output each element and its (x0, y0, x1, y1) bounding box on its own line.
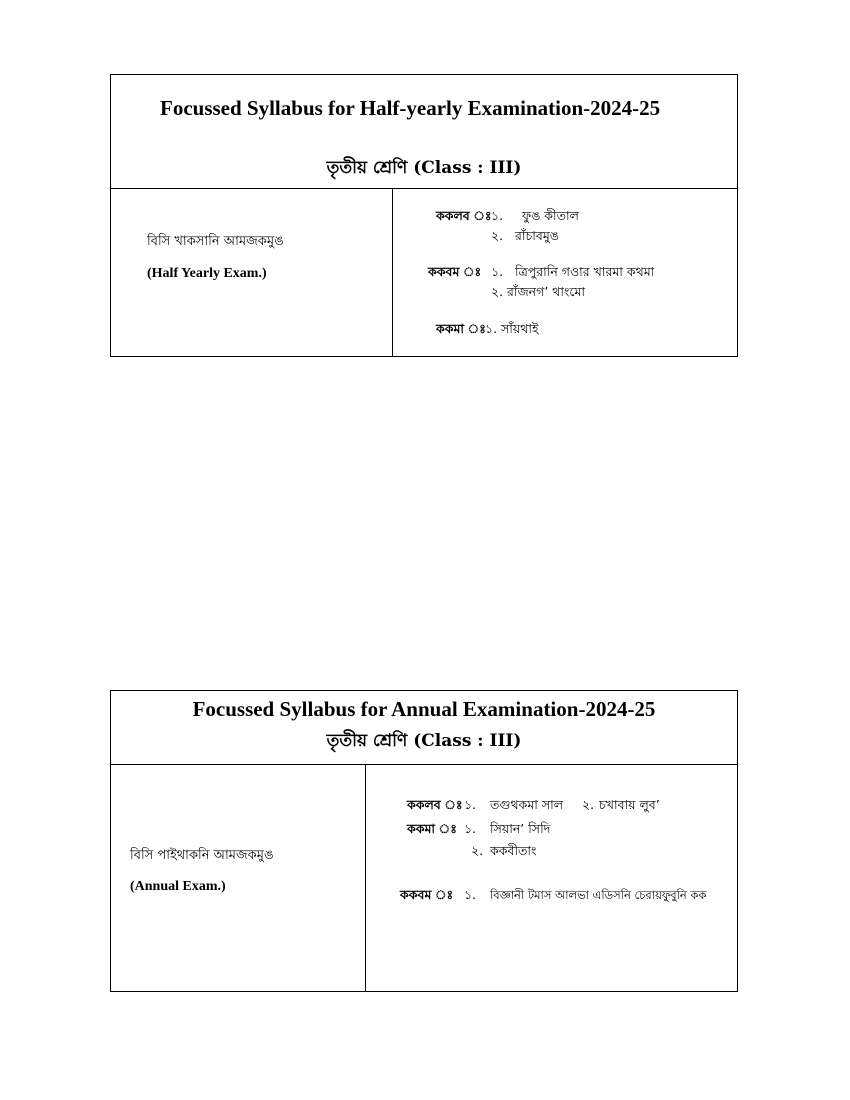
an-group-2-item-2-num: ২. (471, 843, 484, 858)
an-group-2-item-1-num: ১. (464, 821, 477, 836)
an-group-1-label: ককলব ঃ (407, 797, 463, 812)
an-group-3-item-1-num: ১. (464, 887, 477, 902)
hy-group-2-label: ককবম ঃ (428, 264, 482, 279)
an-group-1-item-2-text: চখাবায় লুব’ (599, 797, 660, 812)
hy-group-3-item-1-num: ১. (485, 321, 498, 336)
an-group-1-item-1-num: ১. (464, 797, 477, 812)
half-yearly-title: Focussed Syllabus for Half-yearly Examination-2024-25 (160, 96, 661, 120)
half-yearly-class-line: তৃতীয় শ্রেণি (Class : III) (326, 158, 522, 178)
half-yearly-syllabus-table (110, 74, 738, 357)
annual-exam-label: (Annual Exam.) (130, 879, 226, 894)
an-group-1-item-2-num: ২. (582, 797, 595, 812)
annual-header (111, 691, 737, 765)
an-group-1-item-1-text: তগুথকমা সাল (490, 797, 564, 812)
hy-group-1-item-1-num: ১. (491, 208, 504, 223)
an-group-2-item-1-text: সিয়ান’ সিদি (490, 821, 551, 836)
annual-column-divider (365, 764, 366, 991)
hy-group-2-item-2-text: রাঁজনগ’ থাংমো (507, 284, 585, 299)
an-group-3-item-1-text: বিজ্ঞানী টমাস আলভা এডিসনি চেরায়ফুবুনি কক (490, 888, 707, 902)
an-group-2-item-2-text: ককবীতাং (490, 843, 537, 858)
annual-title: Focussed Syllabus for Annual Examination-2024-25 (192, 697, 656, 721)
hy-group-2-item-1-text: ত্রিপুরানি গওার খারমা কথমা (515, 264, 655, 279)
half-yearly-exam-label: (Half Yearly Exam.) (147, 266, 267, 281)
annual-subject: বিসি পাইথাকনি আমজকমুঙ (130, 848, 274, 863)
half-yearly-column-divider (392, 188, 393, 356)
hy-group-3-item-1-text: সাঁয়থাই (501, 321, 539, 336)
annual-class-line: তৃতীয় শ্রেণি (Class : III) (326, 731, 522, 751)
an-group-3-label: ককবম ঃ (400, 887, 454, 902)
hy-group-3-label: ককমা ঃ (436, 321, 486, 336)
hy-group-1-item-2-text: রাঁচাবমুঙ (515, 228, 559, 243)
an-group-2-label: ককমা ঃ (407, 821, 457, 836)
hy-group-1-item-1-text: ফুঙ কীতাল (522, 208, 579, 223)
hy-group-2-item-2-num: ২. (491, 284, 504, 299)
half-yearly-subject: বিসি খাকসানি আমজকমুঙ (147, 234, 284, 249)
hy-group-2-item-1-num: ১. (491, 264, 504, 279)
half-yearly-header (111, 75, 737, 189)
annual-syllabus-table (110, 690, 738, 992)
hy-group-1-label: ককলব ঃ (436, 208, 492, 223)
hy-group-1-item-2-num: ২. (491, 228, 504, 243)
